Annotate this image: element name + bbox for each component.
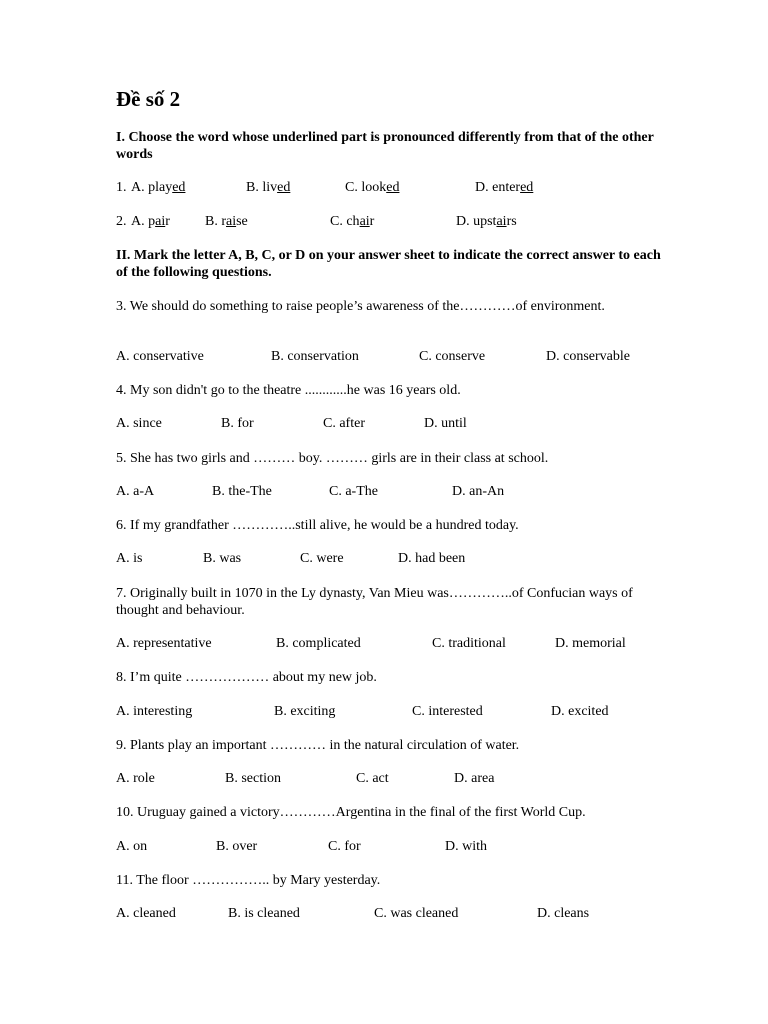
question-3-option-d: D. conservable xyxy=(546,349,630,364)
question-2-option-d: D. upstairs xyxy=(456,214,517,229)
question-7-option-c: C. traditional xyxy=(432,636,506,651)
question-8-option-b: B. exciting xyxy=(274,704,336,719)
question-11-option-a: A. cleaned xyxy=(116,906,176,921)
question-5-option-b: B. the-The xyxy=(212,484,272,499)
question-4-option-a: A. since xyxy=(116,416,162,431)
question-8-option-c: C. interested xyxy=(412,704,483,719)
question-2-option-a: A. pair xyxy=(131,214,170,229)
question-1-number: 1. xyxy=(116,180,127,195)
question-6-options xyxy=(0,550,768,568)
question-1-option-b: B. lived xyxy=(246,180,291,195)
question-3-option-b: B. conservation xyxy=(271,349,359,364)
question-8-option-d: D. excited xyxy=(551,704,609,719)
question-5-option-d: D. an-An xyxy=(452,484,505,499)
question-9-option-a: A. role xyxy=(116,771,155,786)
question-9-option-c: C. act xyxy=(356,771,389,786)
question-11-text: 11. The floor …………….. by Mary yesterday. xyxy=(116,873,381,888)
question-3-options xyxy=(0,348,768,366)
question-10-option-b: B. over xyxy=(216,839,258,854)
question-8-options xyxy=(0,703,768,721)
section-2-heading: II. Mark the letter A, B, C, or D on your answer sheet to indicate the correct answer to each of the following questions. xyxy=(116,248,661,280)
question-9-option-b: B. section xyxy=(225,771,281,786)
question-1-option-c: C. looked xyxy=(345,180,400,195)
question-10-option-d: D. with xyxy=(445,839,487,854)
question-10-options xyxy=(0,838,768,856)
question-11-option-b: B. is cleaned xyxy=(228,906,300,921)
question-9-text: 9. Plants play an important ………… in the natural circulation of water. xyxy=(116,738,520,753)
question-6-option-c: C. were xyxy=(300,551,344,566)
question-8-option-a: A. interesting xyxy=(116,704,193,719)
question-9-option-d: D. area xyxy=(454,771,495,786)
question-4-options xyxy=(0,415,768,433)
question-7-option-b: B. complicated xyxy=(276,636,361,651)
question-3-option-a: A. conservative xyxy=(116,349,204,364)
question-11-options xyxy=(0,905,768,923)
question-6-option-a: A. is xyxy=(116,551,143,566)
question-11-option-c: C. was cleaned xyxy=(374,906,459,921)
question-6-option-d: D. had been xyxy=(398,551,466,566)
question-7-option-d: D. memorial xyxy=(555,636,626,651)
question-7-option-a: A. representative xyxy=(116,636,212,651)
question-4-option-d: D. until xyxy=(424,416,467,431)
question-1-option-a: A. played xyxy=(131,180,186,195)
question-3-text: 3. We should do something to raise people’s awareness of the…………of environment. xyxy=(116,299,605,314)
question-10-option-c: C. for xyxy=(328,839,361,854)
question-6-option-b: B. was xyxy=(203,551,242,566)
question-5-options xyxy=(0,483,768,501)
question-5-option-a: A. a-A xyxy=(116,484,155,499)
question-2-row xyxy=(0,213,768,231)
question-1-option-d: D. entered xyxy=(475,180,534,195)
question-4-option-b: B. for xyxy=(221,416,254,431)
question-2-option-b: B. raise xyxy=(205,214,248,229)
section-1-heading: I. Choose the word whose underlined part is pronounced differently from that of the other words xyxy=(116,130,654,162)
question-10-option-a: A. on xyxy=(116,839,148,854)
question-3-option-c: C. conserve xyxy=(419,349,486,364)
question-5-option-c: C. a-The xyxy=(329,484,378,499)
question-7-options xyxy=(0,635,768,653)
question-1-row xyxy=(0,179,768,197)
question-6-text: 6. If my grandfather …………..still alive, he would be a hundred today. xyxy=(116,518,519,533)
question-11-option-d: D. cleans xyxy=(537,906,590,921)
question-7-text: 7. Originally built in 1070 in the Ly dynasty, Van Mieu was…………..of Confucian ways of thought and behaviour. xyxy=(116,586,633,618)
question-8-text: 8. I’m quite ……………… about my new job. xyxy=(116,670,377,685)
question-10-text: 10. Uruguay gained a victory…………Argentina in the final of the first World Cup. xyxy=(116,805,586,820)
question-2-option-c: C. chair xyxy=(330,214,375,229)
question-9-options xyxy=(0,770,768,788)
question-2-number: 2. xyxy=(116,214,127,229)
question-5-text: 5. She has two girls and ……… boy. ……… girls are in their class at school. xyxy=(116,451,549,466)
question-4-text: 4. My son didn't go to the theatre ............he was 16 years old. xyxy=(116,383,461,398)
page-title: Đề số 2 xyxy=(116,87,181,111)
question-4-option-c: C. after xyxy=(323,416,365,431)
